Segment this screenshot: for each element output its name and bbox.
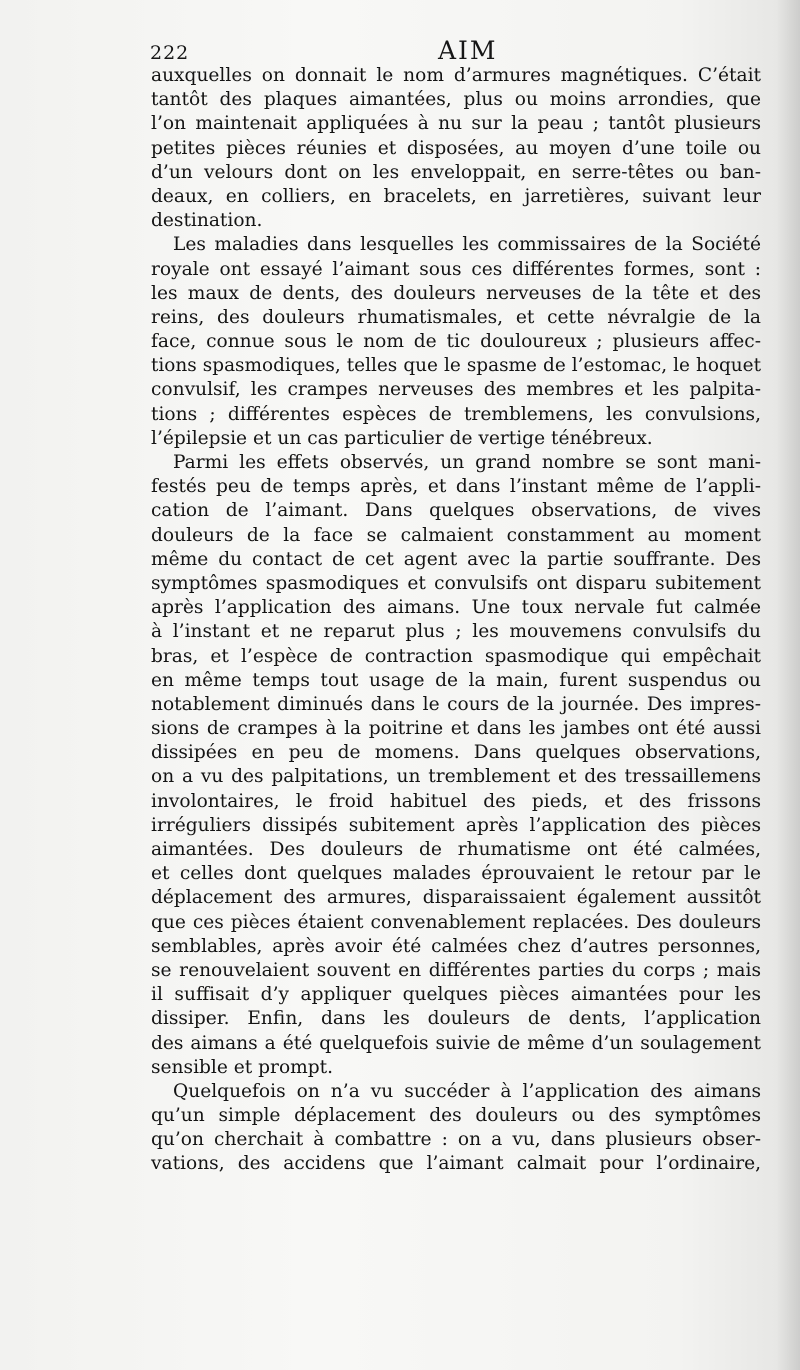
page-number: 222 <box>150 42 190 64</box>
text-line: tions ; différentes espèces de tremblemens, les convulsions, <box>151 403 761 425</box>
text-line: irréguliers dissipés subitement après l’application des pièces <box>151 814 761 836</box>
text-line: tions spasmodiques, telles que le spasme de l’estomac, le hoquet <box>151 355 761 377</box>
text-line: royale ont essayé l’aimant sous ces différentes formes, sont : <box>151 258 761 280</box>
text-line: Quelquefois on n’a vu succéder à l’application des aimans <box>173 1080 761 1102</box>
body-text <box>151 64 761 1177</box>
paragraph-3 <box>151 451 761 1080</box>
text-line: Les maladies dans lesquelles les commissaires de la Société <box>173 234 761 256</box>
text-line: qu’on cherchait à combattre : on a vu, dans plusieurs obser- <box>151 1129 761 1151</box>
text-line: festés peu de temps après, et dans l’instant même de l’appli- <box>151 476 761 498</box>
text-line: en même temps tout usage de la main, furent suspendus ou <box>151 669 761 691</box>
text-line: l’épilepsie et un cas particulier de vertige ténébreux. <box>151 427 653 449</box>
text-line: bras, et l’espèce de contraction spasmodique qui empêchait <box>151 645 761 667</box>
page-edge-shadow <box>776 0 800 1370</box>
text-line: sensible et prompt. <box>151 1056 334 1078</box>
text-line: se renouvelaient souvent en différentes parties du corps ; mais <box>151 959 761 981</box>
text-line: d’un velours dont on les enveloppait, en serre-têtes ou ban- <box>151 161 761 183</box>
text-line: qu’un simple déplacement des douleurs ou des symptômes <box>151 1105 761 1127</box>
text-line: face, connue sous le nom de tic douloureux ; plusieurs affec- <box>151 331 761 353</box>
text-line: que ces pièces étaient convenablement replacées. Des douleurs <box>151 911 761 933</box>
text-line: les maux de dents, des douleurs nerveuses de la tête et des <box>151 282 761 304</box>
text-line: même du contact de cet agent avec la partie souffrante. Des <box>151 548 761 570</box>
text-line: destination. <box>151 210 263 232</box>
text-line: il suffisait d’y appliquer quelques pièces aimantées pour les <box>151 984 761 1006</box>
text-line: cation de l’aimant. Dans quelques observations, de vives <box>151 500 761 522</box>
text-line: involontaires, le froid habituel des pieds, et des frissons <box>151 790 761 812</box>
text-line: convulsif, les crampes nerveuses des membres et les palpita- <box>151 379 761 401</box>
running-head: AIM <box>438 36 498 65</box>
text-line: petites pièces réunies et disposées, au moyen d’une toile ou <box>151 137 761 159</box>
text-line: après l’application des aimans. Une toux nervale fut calmée <box>151 597 761 619</box>
text-line: aimantées. Des douleurs de rhumatisme ont été calmées, <box>151 839 761 860</box>
text-line: tantôt des plaques aimantées, plus ou moins arrondies, que <box>151 89 761 111</box>
text-line: dissiper. Enfin, dans les douleurs de dents, l’application <box>151 1008 761 1030</box>
text-line: semblables, après avoir été calmées chez d’autres personnes, <box>151 935 761 957</box>
text-line: des aimans a été quelquefois suivie de même d’un soulagement <box>151 1032 761 1054</box>
text-line: à l’instant et ne reparut plus ; les mouvemens convulsifs du <box>151 621 761 643</box>
page-header <box>150 34 762 66</box>
paragraph-2 <box>151 233 761 451</box>
text-line: notablement diminués dans le cours de la journée. Des impres- <box>151 693 761 715</box>
paragraph-4 <box>151 1080 761 1177</box>
text-line: l’on maintenait appliquées à nu sur la peau ; tantôt plusieurs <box>151 113 761 135</box>
text-line: on a vu des palpitations, un tremblement et des tressaillemens <box>151 766 761 788</box>
text-line: symptômes spasmodiques et convulsifs ont disparu subitement <box>151 572 761 594</box>
text-line: Parmi les effets observés, un grand nombre se sont mani- <box>173 452 761 473</box>
text-line: et celles dont quelques malades éprouvaient le retour par le <box>151 863 761 885</box>
text-line: dissipées en peu de momens. Dans quelques observations, <box>151 742 761 764</box>
text-line: auxquelles on donnait le nom d’armures magnétiques. C’était <box>151 65 761 86</box>
text-line: reins, des douleurs rhumatismales, et cette névralgie de la <box>151 306 761 328</box>
text-line: vations, des accidens que l’aimant calmait pour l’ordinaire, <box>151 1153 761 1175</box>
paragraph-1 <box>151 64 761 233</box>
text-line: douleurs de la face se calmaient constamment au moment <box>151 524 761 546</box>
text-line: sions de crampes à la poitrine et dans les jambes ont été aussi <box>151 718 761 740</box>
text-line: déplacement des armures, disparaissaient également aussitôt <box>151 887 761 909</box>
text-line: deaux, en colliers, en bracelets, en jarretières, suivant leur <box>151 185 761 207</box>
